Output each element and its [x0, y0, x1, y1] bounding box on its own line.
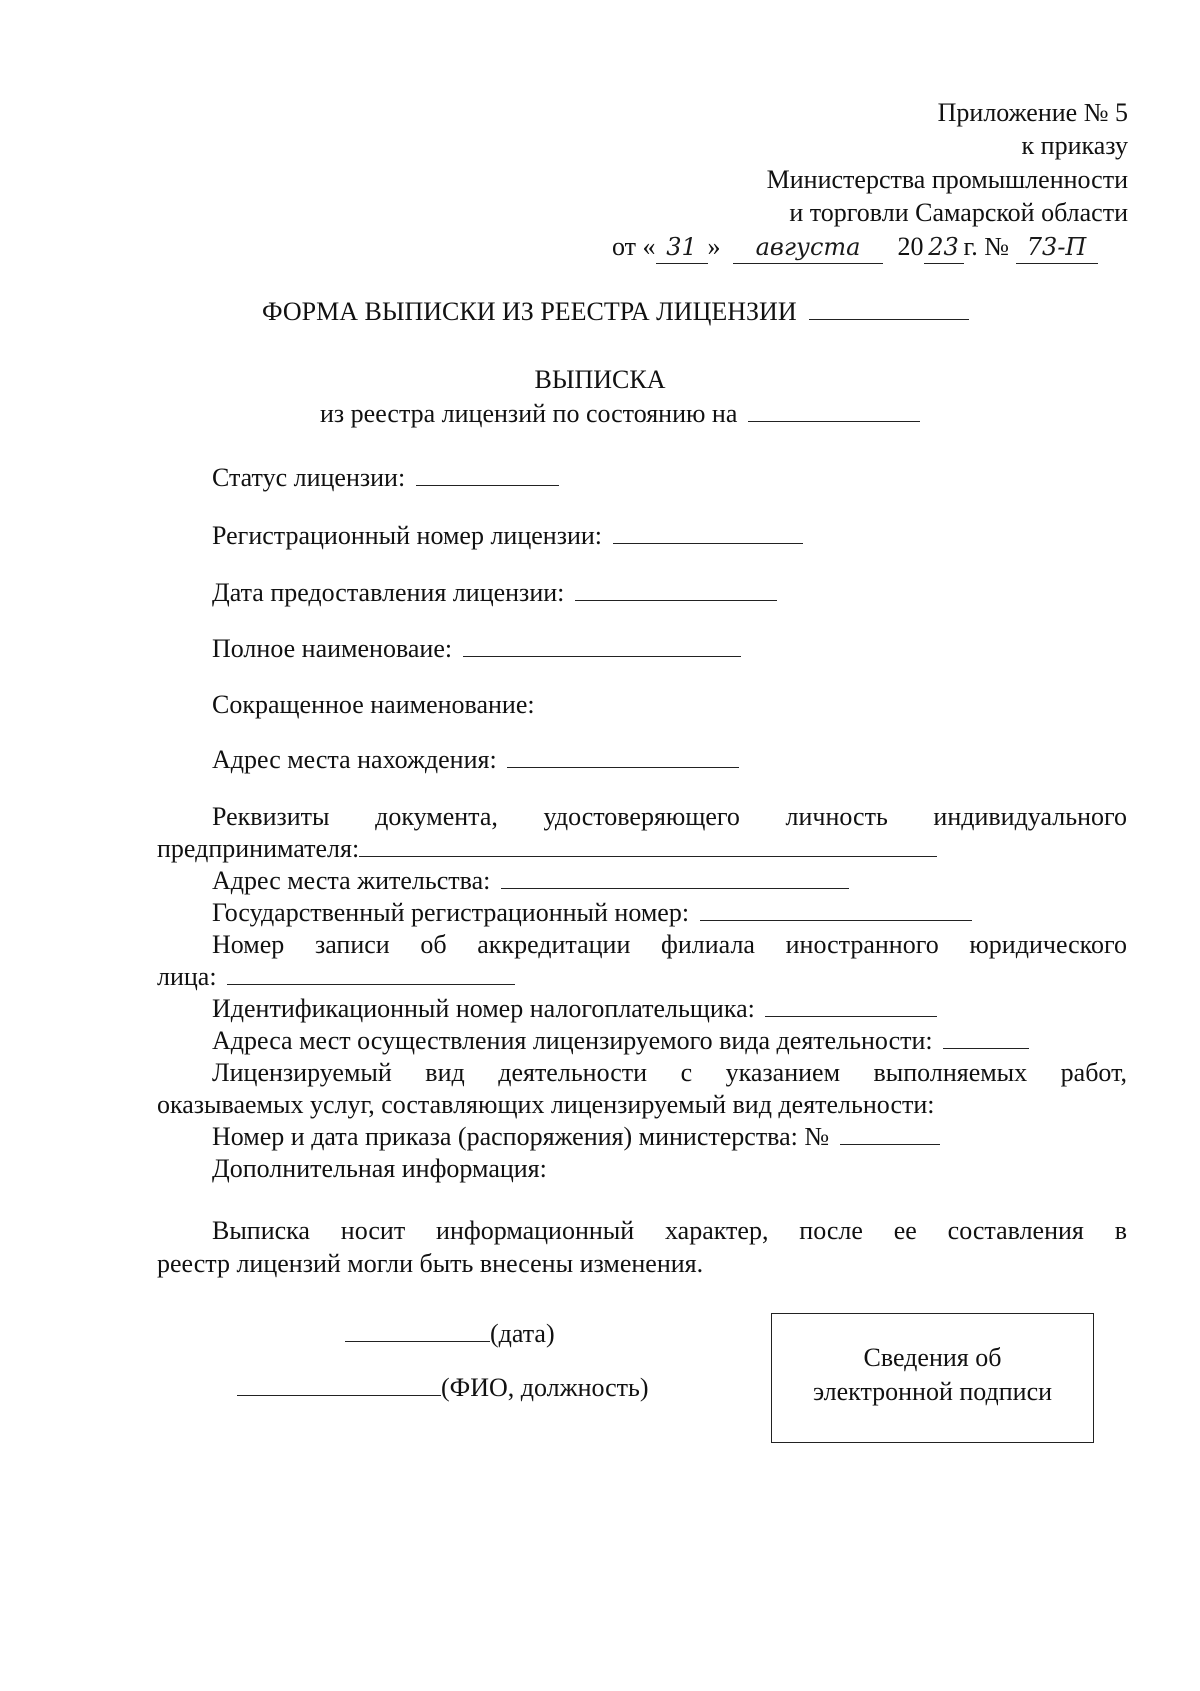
electronic-signature-box: [771, 1313, 1094, 1443]
name-position-label: (ФИО, должность): [441, 1373, 649, 1402]
residence-field: [212, 865, 849, 897]
short-name-label: Сокращенное наименование:: [212, 690, 535, 719]
handwritten-day: 31: [656, 231, 708, 264]
notice-line-1: Выписка носит информационный характер, после ее составления в: [212, 1216, 1127, 1245]
ministry-line-2: и торговли Самарской области: [789, 198, 1128, 227]
form-title-blank: [809, 297, 969, 320]
state-reg-field: [212, 897, 972, 929]
form-title-line: [262, 296, 969, 328]
grant-date-label: Дата предоставления лицензии:: [212, 578, 565, 607]
appendix-label: Приложение № 5: [937, 98, 1128, 127]
ministry-line-1: Министерства промышленности: [766, 165, 1128, 194]
activity-addresses-label: Адреса мест осуществления лицензируемого вида деятельности:: [212, 1026, 933, 1055]
handwritten-year: 23: [924, 231, 964, 264]
inn-blank: [765, 994, 937, 1017]
residence-blank: [501, 866, 849, 889]
handwritten-number: 73-П: [1016, 231, 1098, 264]
reg-number-field: [212, 520, 803, 552]
address-field: [212, 744, 739, 776]
date-label: (дата): [490, 1319, 555, 1348]
accreditation-field: [157, 961, 515, 993]
status-label: Статус лицензии:: [212, 463, 406, 492]
order-field: [212, 1121, 940, 1153]
esign-line-2: электронной подписи: [812, 1377, 1053, 1406]
status-field: [212, 462, 559, 494]
doc-subtitle: из реестра лицензий по состоянию на: [320, 399, 738, 428]
id-doc-label: предпринимателя:: [157, 834, 360, 863]
id-doc-blank: [359, 834, 937, 857]
additional-label: Дополнительная информация:: [212, 1154, 547, 1183]
reg-number-label: Регистрационный номер лицензии:: [212, 521, 603, 550]
id-doc-field: [157, 833, 937, 865]
order-blank: [840, 1122, 940, 1145]
year-prefix: 20: [897, 232, 924, 261]
to-order-label: к приказу: [1021, 131, 1128, 160]
grant-date-field: [212, 577, 777, 609]
date-signature-line: [345, 1318, 555, 1350]
address-label: Адрес места нахождения:: [212, 745, 497, 774]
activity-line-1: Лицензируемый вид деятельности с указанием выполняемых работ,: [212, 1058, 1127, 1087]
reg-number-blank: [613, 521, 803, 544]
quote-close: »: [707, 232, 721, 261]
grant-date-blank: [575, 578, 777, 601]
state-reg-blank: [700, 898, 972, 921]
status-blank: [416, 463, 559, 486]
activity-addresses-field: [212, 1025, 1029, 1057]
inn-label: Идентификационный номер налогоплательщика:: [212, 994, 755, 1023]
accreditation-blank: [227, 962, 515, 985]
name-blank: [237, 1373, 441, 1396]
id-doc-line-1: Реквизиты документа, удостоверяющего личность индивидуального: [212, 802, 1127, 831]
form-title: ФОРМА ВЫПИСКИ ИЗ РЕЕСТРА ЛИЦЕНЗИИ: [262, 297, 797, 326]
handwritten-month: августа: [733, 231, 883, 264]
esign-line-1: Сведения об: [863, 1343, 1002, 1372]
date-blank: [345, 1319, 490, 1342]
full-name-blank: [463, 634, 741, 657]
full-name-label: Полное наименоваие:: [212, 634, 453, 663]
notice-line-2: реестр лицензий могли быть внесены изменения.: [157, 1249, 704, 1278]
inn-field: [212, 993, 937, 1025]
activity-line-2: оказываемых услуг, составляющих лицензируемый вид деятельности:: [157, 1090, 935, 1119]
order-label: Номер и дата приказа (распоряжения) министерства: №: [212, 1122, 830, 1151]
state-reg-label: Государственный регистрационный номер:: [212, 898, 690, 927]
doc-title: ВЫПИСКА: [534, 365, 666, 394]
address-blank: [507, 745, 739, 768]
as-of-date-blank: [748, 399, 920, 422]
order-date-line: [612, 231, 1098, 264]
accreditation-label: лица:: [157, 962, 217, 991]
name-signature-line: [237, 1372, 649, 1404]
from-prefix: от «: [612, 232, 656, 261]
accreditation-line-1: Номер записи об аккредитации филиала иностранного юридического: [212, 930, 1127, 959]
doc-subtitle-line: [320, 398, 920, 430]
activity-addresses-blank: [943, 1026, 1029, 1049]
residence-label: Адрес места жительства:: [212, 866, 491, 895]
year-suffix: г. №: [963, 232, 1010, 261]
full-name-field: [212, 633, 741, 665]
